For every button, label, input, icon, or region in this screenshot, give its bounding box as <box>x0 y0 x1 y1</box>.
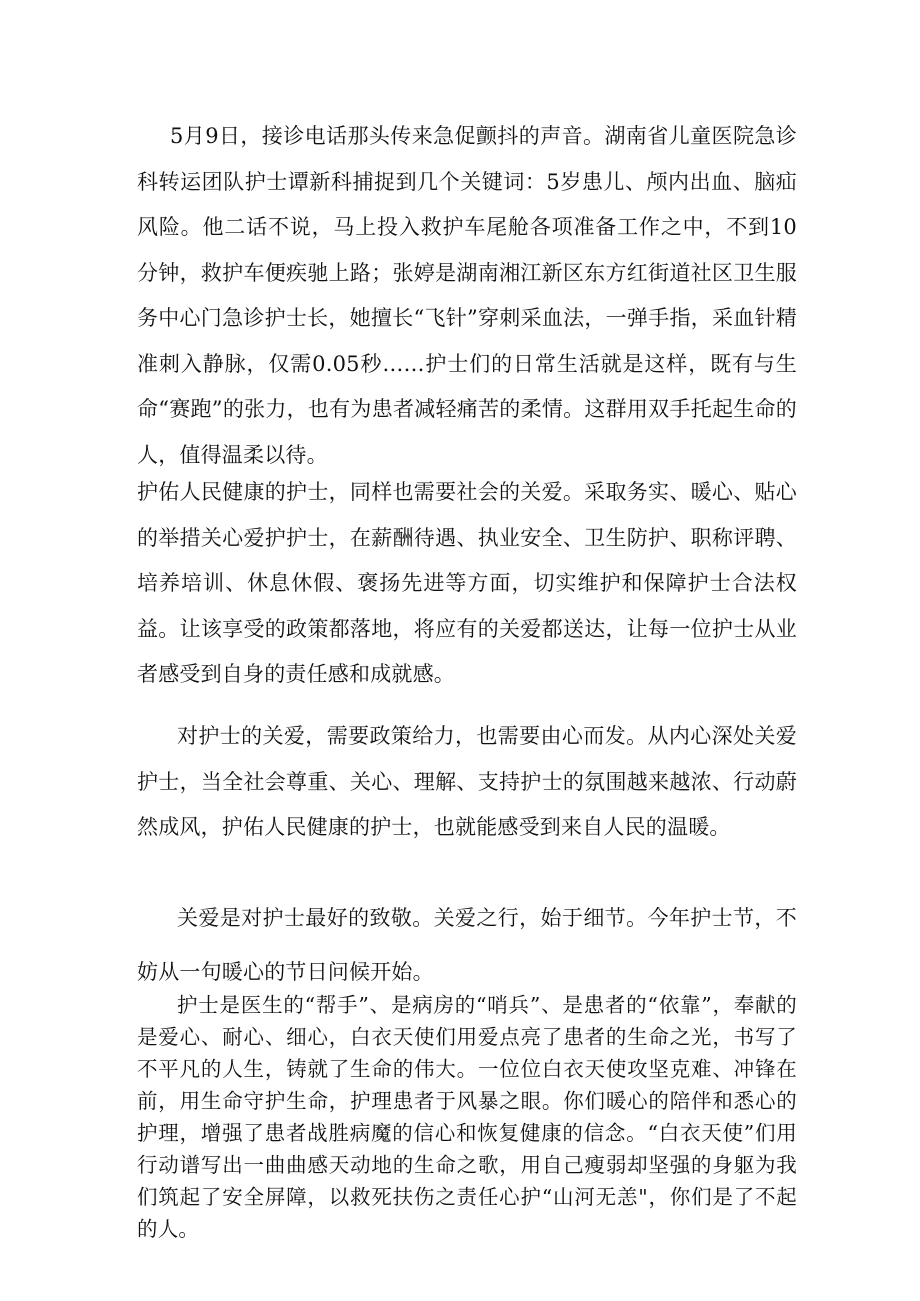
paragraph-white-angels-tribute: 护士是医生的“帮手”、是病房的“哨兵”、是患者的“依靠”，奉献的是爱心、耐心、细心，白衣天使们用爱点亮了患者的生命之光，书写了不平凡的人生，铸就了生命的伟大。一位位白衣天使攻坚克难、冲锋在前，用生命守护生命，护理患者于风暴之眼。你们暖心的陪伴和悉心的护理，增强了患者战胜病魔的信心和恢复健康的信念。“白衣天使”们用行动谱写出一曲曲感天动地的生命之歌，用自己瘦弱却坚强的身躯为我们筑起了安全屏障，以救死扶伤之责任心护“山河无恙"，你们是了不起的人。 <box>137 993 797 1241</box>
paragraph-nurse-stories: 5月9日，接诊电话那头传来急促颤抖的声音。湖南省儿童医院急诊科转运团队护士谭新科捕捉到几个关键词：5岁患儿、颅内出血、脑疝风险。他二话不说，马上投入救护车尾舱各项准备工作之中，不到10分钟，救护车便疾驰上路；张婷是湖南湘江新区东方红街道社区卫生服务中心门急诊护士长，她擅长“飞针”穿刺采血法，一弹手指，采血针精准刺入静脉，仅需0.05秒……护士们的日常生活就是这样，既有与生命“赛跑”的张力，也有为患者减轻痛苦的柔情。这群用双手托起生命的人，值得温柔以待。 <box>137 124 797 467</box>
paragraph-social-care: 护佑人民健康的护士，同样也需要社会的关爱。采取务实、暖心、贴心的举措关心爱护护士，在薪酬待遇、执业安全、卫生防护、职称评聘、培养培训、休息休假、褒扬先进等方面，切实维护和保障护士合法权益。让该享受的政策都落地，将应有的关爱都送达，让每一位护士从业者感受到自身的责任感和成就感。 <box>137 480 797 686</box>
paragraph-nurses-day-greeting: 关爱是对护士最好的致敬。关爱之行，始于细节。今年护士节，不妨从一句暖心的节日问候开始。 <box>137 906 797 984</box>
paragraph-policy-and-heart: 对护士的关爱，需要政策给力，也需要由心而发。从内心深处关爱护士，当全社会尊重、关心、理解、支持护士的氛围越来越浓、行动蔚然成风，护佑人民健康的护士，也就能感受到来自人民的温暖。 <box>137 724 797 839</box>
